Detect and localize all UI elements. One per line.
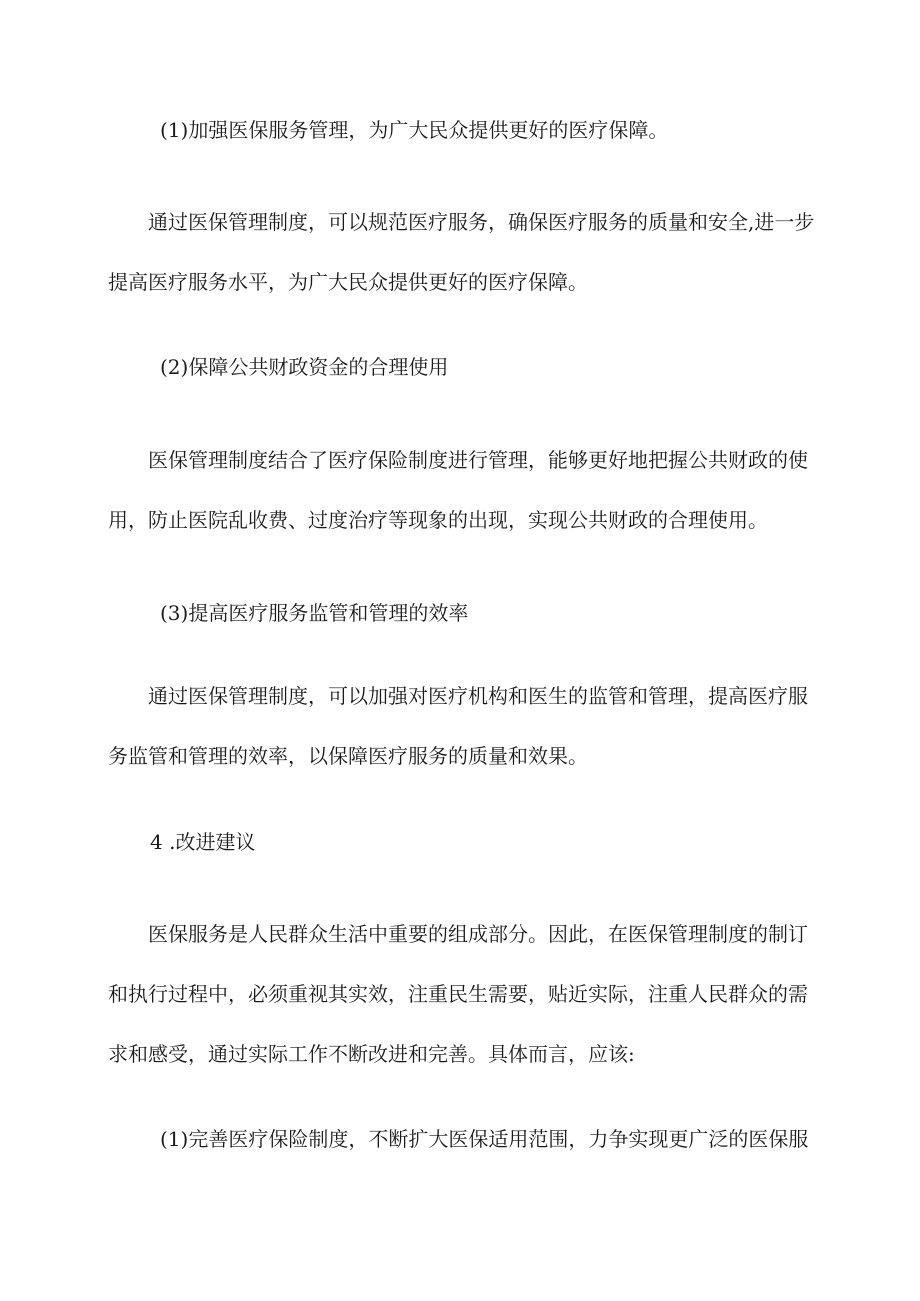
text-line: 求和感受，通过实际工作不断改进和完善。具体而言，应该: [108, 1042, 635, 1066]
text-line: 医保服务是人民群众生活中重要的组成部分。因此，在医保管理制度的制订 [148, 922, 808, 946]
text-line: 4 .改进建议 [150, 830, 256, 854]
item-heading-3 [160, 583, 840, 643]
paragraph-3 [108, 666, 828, 786]
text-line: (1)完善医疗保险制度，不断扩大医保适用范围，力争实现更广泛的医保服 [160, 1127, 809, 1151]
paragraph-2 [108, 430, 828, 550]
item-heading-2 [160, 337, 840, 397]
text-line: 务监管和管理的效率，以保障医疗服务的质量和效果。 [108, 744, 588, 768]
item-heading-4 [160, 1109, 840, 1169]
item-heading-1 [160, 100, 840, 160]
text-line: 医保管理制度结合了医疗保险制度进行管理，能够更好地把握公共财政的使 [148, 448, 808, 472]
text-line: 通过医保管理制度，可以加强对医疗机构和医生的监管和管理，提高医疗服 [148, 684, 808, 708]
text-line: (1)加强医保服务管理，为广大民众提供更好的医疗保障。 [160, 118, 669, 142]
paragraph-4 [108, 904, 828, 1084]
text-line: 和执行过程中，必须重视其实效，注重民生需要，贴近实际，注重人民群众的需 [108, 982, 808, 1006]
section-heading [150, 812, 830, 872]
text-line: 通过医保管理制度，可以规范医疗服务，确保医疗服务的质量和安全,进一步 [148, 210, 815, 234]
paragraph-1 [108, 192, 828, 312]
text-line: 提高医疗服务水平，为广大民众提供更好的医疗保障。 [108, 270, 588, 294]
text-line: (3)提高医疗服务监管和管理的效率 [160, 601, 469, 625]
text-line: 用，防止医院乱收费、过度治疗等现象的出现，实现公共财政的合理使用。 [108, 508, 768, 532]
text-line: (2)保障公共财政资金的合理使用 [160, 355, 449, 379]
